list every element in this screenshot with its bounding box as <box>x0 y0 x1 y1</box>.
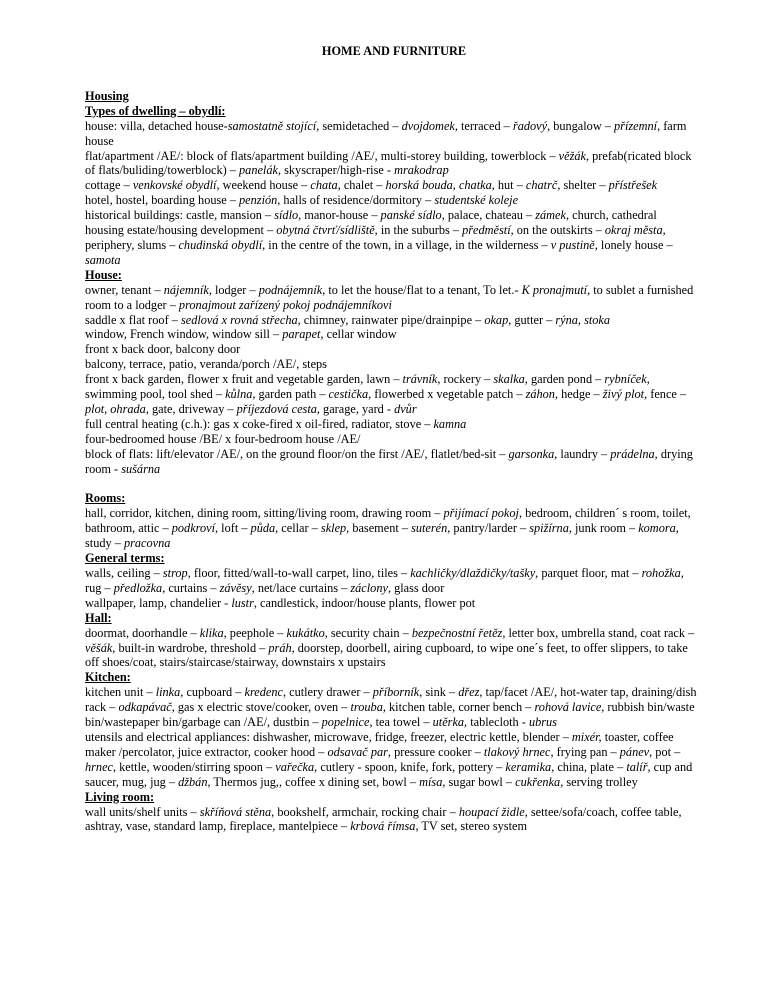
czech-translation: mrakodrap <box>394 163 449 178</box>
czech-translation: rohožka <box>641 566 681 580</box>
english-term: , net/lace curtains – <box>251 580 351 595</box>
english-term: , gas x electric stove/cooker, oven – <box>171 700 351 715</box>
czech-translation: kredenc <box>244 685 283 700</box>
english-term: , rockery – <box>437 372 494 387</box>
english-term: , to sublet a furnished room to a lodger – <box>85 282 694 312</box>
section-spacer <box>85 476 703 491</box>
czech-translation: věžák, <box>558 148 590 163</box>
english-term: , parquet floor, mat – <box>535 566 642 580</box>
vocabulary-paragraph <box>85 313 703 328</box>
czech-translation: podnájemník, <box>258 282 326 297</box>
english-term: balcony, terrace, patio, veranda/porch /AE/, steps <box>85 357 327 372</box>
czech-translation: prádelna <box>610 446 655 461</box>
english-term: , chalet – <box>337 178 386 193</box>
english-term: , shelter – <box>557 178 609 193</box>
czech-translation: předměstí, <box>462 223 514 238</box>
czech-translation: závěsy <box>219 580 252 595</box>
czech-translation: věšák, <box>85 640 116 655</box>
czech-translation: zámek <box>535 208 566 223</box>
czech-translation: keramika <box>505 759 552 774</box>
english-term: , sink – <box>419 685 459 700</box>
english-term: , skyscraper/high-rise - <box>277 163 395 178</box>
czech-translation: okraj města <box>604 223 663 238</box>
czech-translation: horská bouda, chatka <box>385 178 492 193</box>
english-term: fence – <box>647 387 687 402</box>
english-term: wall units/shelf units – <box>85 804 200 819</box>
czech-translation: odsavač par <box>327 744 388 759</box>
czech-translation: chudinská obydlí <box>178 237 263 252</box>
english-term: , rug – <box>85 566 684 595</box>
section-heading: Housing <box>85 88 129 103</box>
english-term: cup and saucer, mug, jug – <box>85 759 693 789</box>
english-term: prefab(ricated block of flats/buliding/towerblock) – <box>85 148 692 178</box>
czech-translation: spižírna <box>529 521 569 536</box>
english-term: , glass door <box>387 580 445 595</box>
english-term: , junk room – <box>568 521 639 536</box>
vocabulary-paragraph <box>85 223 703 268</box>
vocabulary-paragraph <box>85 283 703 313</box>
czech-translation: mísa, <box>419 774 446 789</box>
vocabulary-paragraph <box>85 596 703 611</box>
english-term: tablecloth - <box>467 715 529 730</box>
english-term: , kitchen table, corner bench – <box>382 700 535 715</box>
czech-translation: džbán <box>178 774 208 789</box>
czech-translation: rohová lavice <box>534 700 602 715</box>
vocabulary-paragraph <box>85 342 703 357</box>
english-term: halls of residence/dormitory – <box>280 193 435 208</box>
czech-translation: sedlová x rovná střecha <box>180 312 298 327</box>
czech-translation: chatrč <box>525 178 558 193</box>
czech-translation: cestička <box>328 387 369 402</box>
english-term: kettle, wooden/stirring spoon – <box>116 759 276 774</box>
czech-translation: krbová římsa <box>350 819 416 834</box>
english-term: kitchen unit – <box>85 685 156 700</box>
english-term: , frying pan – <box>550 744 620 759</box>
czech-translation: utěrka, <box>432 715 468 730</box>
czech-translation: lustr <box>231 595 254 610</box>
english-term: gutter – <box>511 312 556 327</box>
section-heading: Living room: <box>85 789 155 804</box>
vocabulary-paragraph <box>85 357 703 372</box>
czech-translation: příjezdová cesta <box>236 401 317 416</box>
english-term: , in the suburbs – <box>374 223 463 238</box>
english-term: , gate, driveway – <box>145 401 237 416</box>
czech-translation: chata <box>310 178 338 193</box>
czech-translation: strop <box>162 566 188 580</box>
vocabulary-paragraph <box>85 178 703 193</box>
czech-translation: v pustině, <box>550 237 598 252</box>
vocabulary-paragraph <box>85 566 703 596</box>
czech-translation: plot, ohrada <box>85 401 146 416</box>
vocabulary-paragraph <box>85 193 703 208</box>
english-term: , pot – <box>649 744 681 759</box>
czech-translation: předložka <box>113 580 163 595</box>
english-term: , periphery, slums – <box>85 223 666 252</box>
czech-translation: pracovna <box>123 536 171 551</box>
czech-translation: samota <box>85 252 121 267</box>
czech-translation: pánev <box>619 744 650 759</box>
czech-translation: K pronajmutí <box>521 282 588 297</box>
english-term: utensils and electrical appliances: dishwasher, microwave, fridge, freezer, electric kettle, blender – <box>85 729 572 744</box>
english-term: , drying room - <box>85 446 693 476</box>
english-term: , floor, fitted/wall-to-wall carpet, lino, tiles – <box>187 566 411 580</box>
czech-translation: obytná čtvrť/sídliště <box>276 223 375 238</box>
english-term: four-bedroomed house /BE/ x four-bedroom house /AE/ <box>85 431 361 446</box>
english-term: block of flats: lift/elevator /AE/, on the ground floor/on the first /AE/, flatlet/bed-sit – <box>85 446 509 461</box>
czech-translation: ubrus <box>528 715 557 730</box>
section-heading: House: <box>85 267 122 282</box>
czech-translation: rýna, stoka <box>555 312 611 327</box>
english-term: , hedge – <box>554 387 603 402</box>
czech-translation: odkapávač <box>118 700 172 715</box>
english-term: terraced – <box>457 118 513 133</box>
section-heading: Rooms: <box>85 491 126 506</box>
english-term: , cutlery drawer – <box>282 685 373 700</box>
english-term: cottage – <box>85 178 133 193</box>
vocabulary-paragraph <box>85 432 703 447</box>
english-term: , in the centre of the town, in a village, in the wilderness – <box>262 237 551 252</box>
czech-translation: tlakový hrnec <box>483 744 551 759</box>
czech-translation: dvůr <box>394 401 417 416</box>
czech-translation: příborník <box>372 685 420 700</box>
czech-translation: přijímací pokoj <box>443 506 519 521</box>
czech-translation: kamna <box>433 416 467 431</box>
czech-translation: linka, <box>155 685 184 700</box>
english-term: garden pond – <box>527 372 605 387</box>
vocabulary-paragraph <box>85 119 703 149</box>
english-term: , candlestick, indoor/house plants, flower pot <box>253 595 476 610</box>
english-term: flat/apartment /AE/: block of flats/apartment building /AE/, multi-storey building, towerblock – <box>85 148 559 163</box>
english-term: , bookshelf, armchair, rocking chair – <box>271 804 459 819</box>
vocabulary-paragraph <box>85 506 703 551</box>
english-term: house: villa, detached house- <box>85 118 228 133</box>
vocabulary-paragraph <box>85 208 703 223</box>
czech-translation: sídlo <box>274 208 299 223</box>
english-term: historical buildings: castle, mansion – <box>85 208 275 223</box>
czech-translation: půda, <box>250 521 279 536</box>
english-term: toaster, coffee maker /percolator, juice extractor, cooker hood – <box>85 729 674 759</box>
english-term: doorstep, doorbell, airing cupboard, to wipe one´s feet, to offer slippers, to take off shoes/coat, stairs/staircase/stairway, downstairs x upstairs <box>85 640 688 670</box>
english-term: to let the house/flat to a tenant, To let.- <box>325 282 522 297</box>
czech-translation: sklep, <box>320 521 350 536</box>
czech-translation: skříňová stěna <box>199 804 272 819</box>
english-term: , tap/facet /AE/, hot-water tap, draining/dish rack – <box>85 685 697 715</box>
english-term: , chimney, rainwater pipe/drainpipe – <box>297 312 485 327</box>
english-term: , hut – <box>491 178 526 193</box>
czech-translation: parapet <box>282 327 321 342</box>
czech-translation: podkroví <box>171 521 216 536</box>
vocabulary-paragraph <box>85 417 703 432</box>
english-term: cupboard – <box>183 685 245 700</box>
english-term: , study – <box>85 521 679 551</box>
english-term: , bungalow – <box>547 118 615 133</box>
english-term: , weekend house – <box>216 178 311 193</box>
czech-translation: trávník <box>402 372 438 387</box>
czech-translation: okap, <box>484 312 512 327</box>
english-term: , security chain – <box>324 625 412 640</box>
english-term: , flowerbed x vegetable patch – <box>368 387 526 402</box>
vocabulary-paragraph <box>85 372 703 417</box>
english-term: saddle x flat roof – <box>85 312 181 327</box>
vocabulary-paragraph <box>85 327 703 342</box>
czech-translation: vařečka <box>275 759 315 774</box>
english-term: cellar – <box>278 521 321 536</box>
czech-translation: kukátko <box>286 625 325 640</box>
english-term: , swimming pool, tool shed – <box>85 372 650 402</box>
czech-translation: dřez <box>458 685 480 700</box>
section-heading: Types of dwelling – obydlí: <box>85 103 226 118</box>
czech-translation: přízemní <box>614 118 658 133</box>
section-heading: Hall: <box>85 610 112 625</box>
czech-translation: penzión, <box>239 193 281 208</box>
czech-translation: cukřenka, <box>515 774 564 789</box>
czech-translation: venkovské obydlí <box>132 178 217 193</box>
english-term: built-in wardrobe, threshold – <box>115 640 269 655</box>
czech-translation: komora <box>638 521 676 536</box>
english-term: front x back door, balcony door <box>85 342 241 357</box>
section-heading: Kitchen: <box>85 670 131 685</box>
english-term: basement – <box>349 521 412 536</box>
english-term: , letter box, umbrella stand, coat rack – <box>502 625 695 640</box>
english-term: hotel, hostel, boarding house – <box>85 193 240 208</box>
czech-translation: klika <box>199 625 224 640</box>
vocabulary-paragraph <box>85 730 703 790</box>
english-term: full central heating (c.h.): gas x coke-fired x oil-fired, radiator, stove – <box>85 416 434 431</box>
czech-translation: kachličky/dlaždičky/tašky <box>410 566 536 580</box>
english-term: , church, cathedral <box>565 208 657 223</box>
section-heading: General terms: <box>85 551 165 566</box>
english-term: , curtains – <box>162 580 220 595</box>
vocabulary-paragraph <box>85 626 703 671</box>
czech-translation: pronajmout zařízený pokoj podnájemníkovi <box>178 297 392 312</box>
english-term: doormat, doorhandle – <box>85 625 200 640</box>
english-term: , manor-house – <box>298 208 381 223</box>
czech-translation: panské sídlo <box>380 208 442 223</box>
vocabulary-paragraph <box>85 149 703 179</box>
czech-translation: houpací židle <box>458 804 525 819</box>
english-term: , tea towel – <box>369 715 433 730</box>
vocabulary-paragraph <box>85 805 703 835</box>
czech-translation: bezpečnostní řetěz <box>411 625 503 640</box>
english-term: , pantry/larder – <box>447 521 530 536</box>
czech-translation: suterén <box>411 521 448 536</box>
english-term: serving trolley <box>563 774 638 789</box>
english-term: , laundry – <box>554 446 611 461</box>
english-term: , garage, yard - <box>316 401 395 416</box>
english-term: , cellar window <box>320 327 397 342</box>
czech-translation: sušárna <box>121 461 161 476</box>
english-term: front x back garden, flower x fruit and vegetable garden, lawn – <box>85 372 403 387</box>
english-term: , china, plate – <box>551 759 627 774</box>
english-term: , loft – <box>215 521 251 536</box>
english-term: , Thermos jug,, coffee x dining set, bowl – <box>207 774 420 789</box>
czech-translation: práh, <box>268 640 295 655</box>
czech-translation: nájemník <box>163 282 209 297</box>
english-term: , TV set, stereo system <box>415 819 528 834</box>
english-term: wallpaper, lamp, chandelier - <box>85 595 232 610</box>
czech-translation: talíř, <box>626 759 651 774</box>
english-term: housing estate/housing development – <box>85 223 277 238</box>
czech-translation: trouba <box>350 700 383 715</box>
english-term: , lodger – <box>208 282 259 297</box>
czech-translation: kůlna <box>225 387 253 402</box>
english-term: , palace, chateau – <box>441 208 536 223</box>
english-term: walls, ceiling – <box>85 566 163 580</box>
document-body <box>85 89 703 834</box>
english-term: owner, tenant – <box>85 282 164 297</box>
english-term: on the outskirts – <box>513 223 605 238</box>
czech-translation: hrnec, <box>85 759 117 774</box>
czech-translation: panelák <box>239 163 278 178</box>
english-term: lonely house – <box>597 237 673 252</box>
czech-translation: samostatně stojící <box>227 118 317 133</box>
english-term: , pressure cooker – <box>387 744 484 759</box>
english-term: , rubbish bin/waste bin/wastepaper bin/garbage can /AE/, dustbin – <box>85 700 695 730</box>
english-term: , garden path – <box>252 387 329 402</box>
czech-translation: popelnice <box>321 715 370 730</box>
english-term: , bedroom, children´ s room, toilet, bathroom, attic – <box>85 506 691 536</box>
czech-translation: záhon <box>525 387 555 402</box>
vocabulary-paragraph <box>85 685 703 730</box>
english-term: hall, corridor, kitchen, dining room, sitting/living room, drawing room – <box>85 506 444 521</box>
czech-translation: přístřešek <box>608 178 658 193</box>
czech-translation: garsonka <box>508 446 555 461</box>
english-term: window, French window, window sill – <box>85 327 283 342</box>
english-term: , semidetached – <box>316 118 402 133</box>
czech-translation: živý plot, <box>602 387 648 402</box>
czech-translation: rybníček <box>604 372 647 387</box>
czech-translation: dvojdomek, <box>401 118 458 133</box>
vocabulary-paragraph <box>85 447 703 477</box>
czech-translation: skalka, <box>493 372 528 387</box>
english-term: , settee/sofa/coach, coffee table, ashtray, vase, standard lamp, fireplace, mantelpiece – <box>85 804 682 834</box>
czech-translation: řadový <box>512 118 548 133</box>
english-term: , peephole – <box>223 625 287 640</box>
document-page <box>85 44 703 834</box>
document-title: HOME AND FURNITURE <box>321 44 467 58</box>
czech-translation: záclony <box>350 580 388 595</box>
english-term: , farm house <box>85 118 687 148</box>
english-term: , cutlery - spoon, knife, fork, pottery – <box>314 759 506 774</box>
czech-translation: mixér, <box>571 729 602 744</box>
czech-translation: studentské koleje <box>434 193 519 208</box>
english-term: sugar bowl – <box>445 774 516 789</box>
